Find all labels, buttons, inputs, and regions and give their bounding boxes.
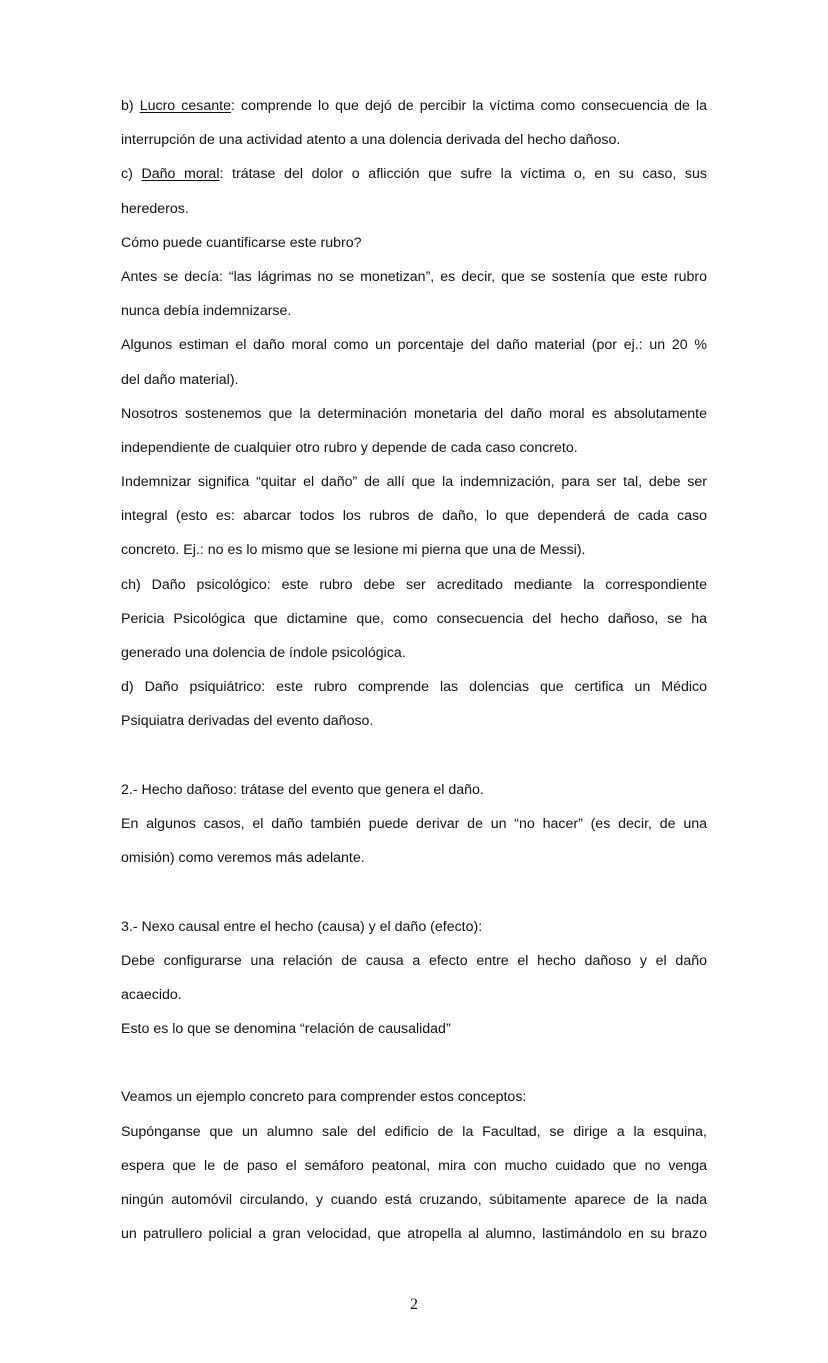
text-line: concreto. Ej.: no es lo mismo que se lesione mi pierna que una de Messi). <box>121 542 586 559</box>
paragraph-break <box>121 742 707 776</box>
list-marker: c) <box>121 166 142 183</box>
text-line: Cómo puede cuantificarse este rubro? <box>121 234 362 251</box>
text-line: d) Daño psiquiátrico: este rubro comprende las dolencias que certifica un Médico <box>121 679 707 696</box>
text-line: Algunos estiman el daño moral como un porcentaje del daño material (por ej.: un 20 % <box>121 337 707 354</box>
text-line: interrupción de una actividad atento a una dolencia derivada del hecho dañoso. <box>121 132 621 149</box>
definition-text: : comprende lo que dejó de percibir la víctima como consecuencia de la <box>230 98 707 114</box>
definition-text: : trátase del dolor o aflicción que sufre la víctima o, en su caso, sus <box>219 166 707 183</box>
text-line: generado una dolencia de índole psicológica. <box>121 645 406 661</box>
text-line: Indemnizar significa “quitar el daño” de allí que la indemnización, para ser tal, debe ser <box>121 474 707 491</box>
text-line: Veamos un ejemplo concreto para comprender estos conceptos: <box>121 1089 527 1106</box>
text-line-dano-moral <box>121 160 707 194</box>
text-line: Pericia Psicológica que dictamine que, como consecuencia del hecho dañoso, se ha <box>121 610 707 627</box>
text-line: ningún automóvil circulando, y cuando está cruzando, súbitamente aparece de la nada <box>121 1192 707 1208</box>
section-heading-hecho-danoso: 2.- Hecho dañoso: trátase del evento que genera el daño. <box>121 781 484 798</box>
text-line: Debe configurarse una relación de causa a efecto entre el hecho dañoso y el daño <box>121 952 707 969</box>
text-line: Antes se decía: “las lágrimas no se monetizan”, es decir, que se sostenía que este rubro <box>121 268 707 285</box>
text-line: independiente de cualquier otro rubro y depende de cada caso concreto. <box>121 439 578 456</box>
section-heading-nexo-causal: 3.- Nexo causal entre el hecho (causa) y el daño (efecto): <box>121 918 483 935</box>
text-line: del daño material). <box>121 371 239 388</box>
text-line: herederos. <box>121 200 189 217</box>
text-line: Nosotros sostenemos que la determinación monetaria del daño moral es absolutamente <box>121 405 707 422</box>
text-line: acaecido. <box>121 986 182 1003</box>
text-line: espera que le de paso el semáforo peatonal, mira con mucho cuidado que no venga <box>121 1157 707 1174</box>
term-lucro-cesante: Lucro cesante <box>139 98 231 114</box>
text-line: Esto es lo que se denomina “relación de causalidad” <box>121 1021 451 1038</box>
text-line: un patrullero policial a gran velocidad, que atropella al alumno, lastimándolo en su brazo <box>121 1226 707 1243</box>
text-line: Supónganse que un alumno sale del edificio de la Facultad, se dirige a la esquina, <box>121 1123 707 1140</box>
text-line: Psiquiatra derivadas del evento dañoso. <box>121 713 374 730</box>
text-line: omisión) como veremos más adelante. <box>121 850 365 867</box>
text-line: nunca debía indemnizarse. <box>121 303 292 320</box>
text-line: ch) Daño psicológico: este rubro debe ser acreditado mediante la correspondiente <box>121 576 707 593</box>
text-line: En algunos casos, el daño también puede derivar de un “no hacer” (es decir, de una <box>121 815 707 832</box>
paragraph-break <box>121 1049 707 1083</box>
page-number: 2 <box>410 1296 418 1313</box>
document-body <box>121 92 707 1254</box>
term-dano-moral: Daño moral <box>141 166 220 183</box>
text-line-lucro-cesante <box>121 92 707 126</box>
text-line: integral (esto es: abarcar todos los rubros de daño, lo que dependerá de cada caso <box>121 508 707 525</box>
list-marker: b) <box>121 98 140 114</box>
paragraph-break <box>121 878 707 912</box>
